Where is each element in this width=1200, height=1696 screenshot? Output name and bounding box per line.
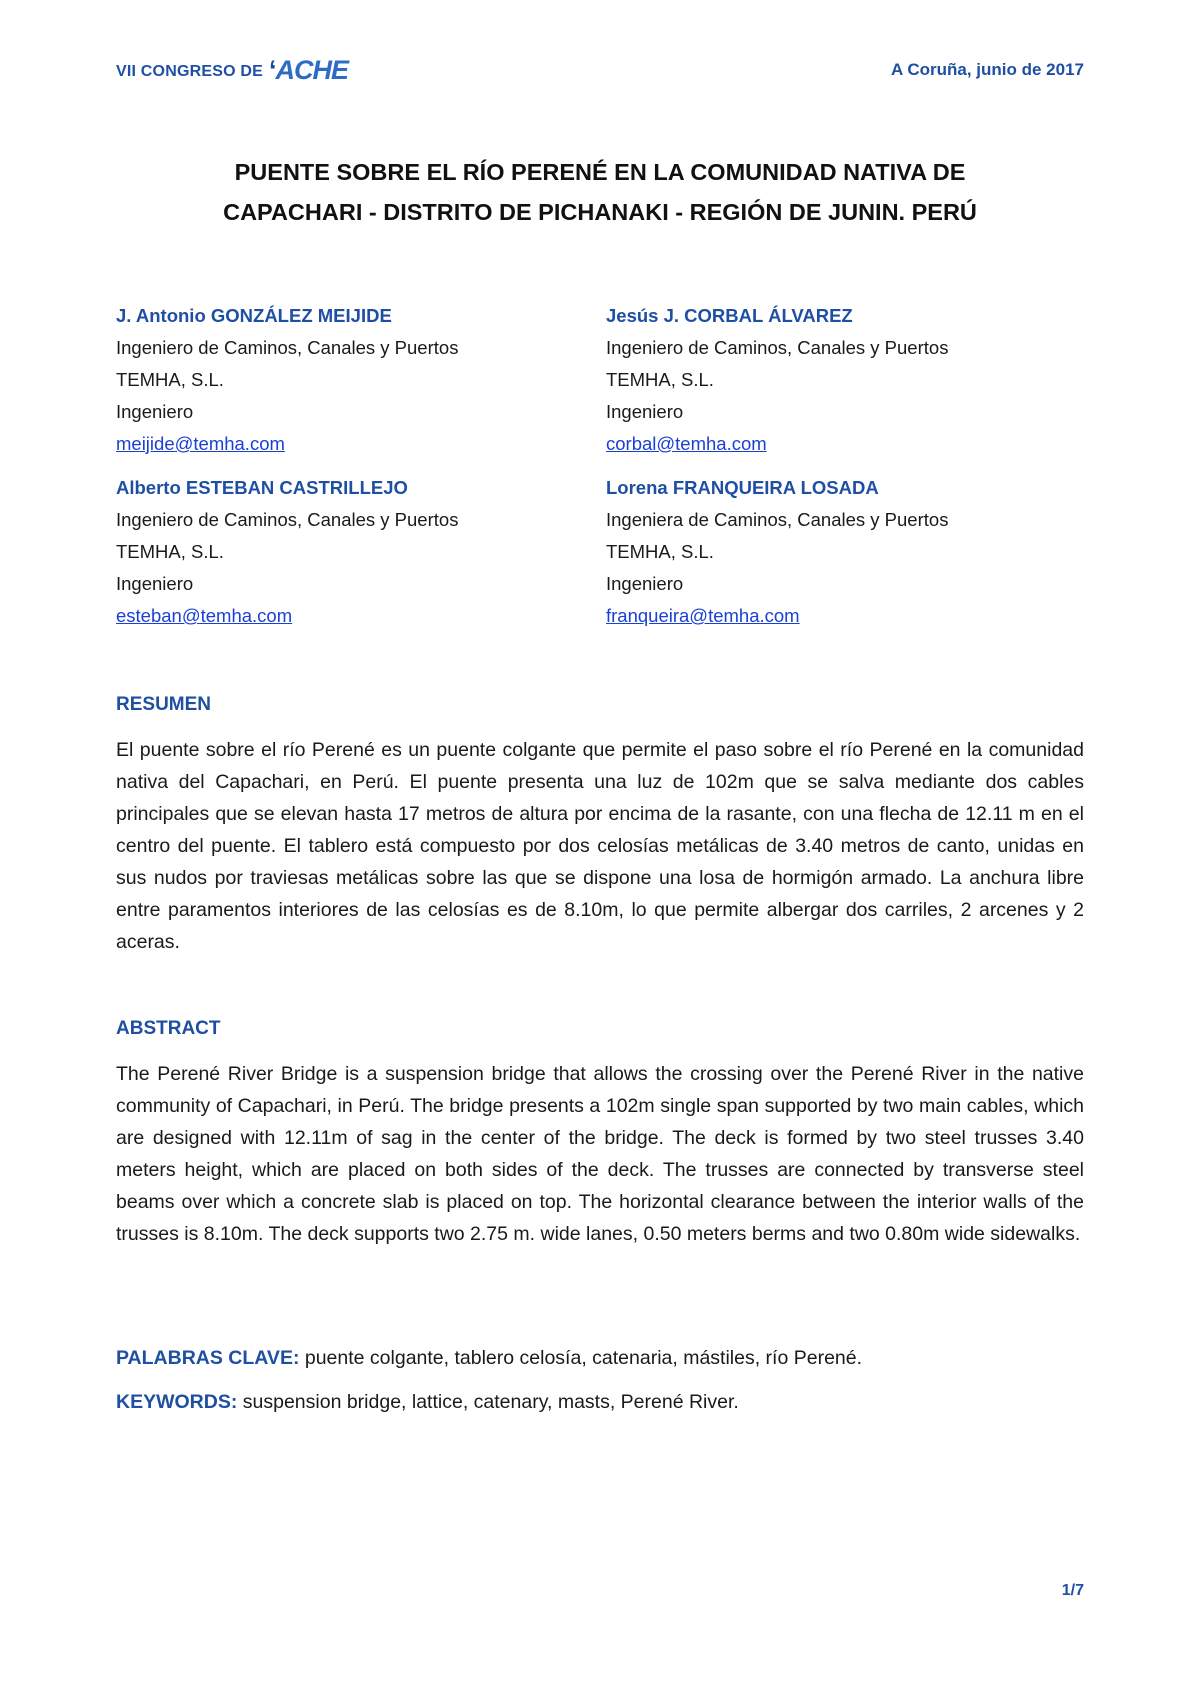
- author-block: [606, 300, 1046, 460]
- author-degree: Ingeniero de Caminos, Canales y Puertos: [116, 509, 459, 530]
- author-role: Ingeniero: [606, 401, 684, 422]
- abstract-heading: ABSTRACT: [116, 1018, 221, 1039]
- author-block: [116, 472, 556, 632]
- keywords-text: suspension bridge, lattice, catenary, masts, Perené River.: [237, 1391, 739, 1413]
- author-email-link[interactable]: meijide@temha.com: [116, 433, 285, 454]
- place-date: A Coruña, junio de 2017: [890, 60, 1084, 79]
- author-degree: Ingeniera de Caminos, Canales y Puertos: [606, 509, 949, 530]
- keywords-line: [116, 1386, 1084, 1418]
- paper-title: [130, 152, 1070, 232]
- resumen-heading: RESUMEN: [116, 694, 212, 715]
- author-name: J. Antonio GONZÁLEZ MEIJIDE: [116, 305, 392, 326]
- author-degree: Ingeniero de Caminos, Canales y Puertos: [606, 337, 949, 358]
- author-degree: Ingeniero de Caminos, Canales y Puertos: [116, 337, 459, 358]
- author-role: Ingeniero: [606, 573, 684, 594]
- author-company: TEMHA, S.L.: [116, 369, 224, 390]
- author-block: [116, 300, 556, 460]
- author-company: TEMHA, S.L.: [606, 369, 714, 390]
- author-name: Alberto ESTEBAN CASTRILLEJO: [116, 477, 408, 498]
- palabras-clave-line: [116, 1342, 1084, 1374]
- author-company: TEMHA, S.L.: [116, 541, 224, 562]
- author-name: Jesús J. CORBAL ÁLVAREZ: [606, 305, 853, 326]
- congress-label: VII CONGRESO DE: [116, 62, 264, 80]
- author-block: [606, 472, 1046, 632]
- author-name: Lorena FRANQUEIRA LOSADA: [606, 477, 879, 498]
- keywords-label: KEYWORDS:: [116, 1391, 238, 1413]
- title-line-2: CAPACHARI - DISTRITO DE PICHANAKI - REGIÓN DE JUNIN. PERÚ: [223, 199, 977, 225]
- congress-branding: [116, 55, 349, 85]
- palabras-clave-text: puente colgante, tablero celosía, catenaria, mástiles, río Perené.: [299, 1347, 863, 1369]
- author-role: Ingeniero: [116, 401, 194, 422]
- page-number: 1/7: [1061, 1582, 1084, 1599]
- author-company: TEMHA, S.L.: [606, 541, 714, 562]
- resumen-paragraph: El puente sobre el río Perené es un puente colgante que permite el paso sobre el río Perené en la comunidad nativa del Capachari, en Perú. El puente presenta una luz de 102m que se salva mediante dos cables principales que se elevan hasta 17 metros de altura por encima de la rasante, con una flecha de 12.11 m en el centro del puente. El tablero está compuesto por dos celosías metálicas de 3.40 metros de canto, unidas en sus nudos por traviesas metálicas sobre las que se dispone una losa de hormigón armado. La anchura libre entre paramentos interiores de las celosías es de 8.10m, lo que permite albergar dos carriles, 2 arcenes y 2 aceras.: [116, 739, 1084, 953]
- author-email-link[interactable]: franqueira@temha.com: [606, 605, 800, 626]
- ache-logo: ‘ACHE: [269, 55, 349, 85]
- abstract-paragraph: The Perené River Bridge is a suspension bridge that allows the crossing over the Perené River in the native community of Capachari, in Perú. The bridge presents a 102m single span supported by two main cables, which are designed with 12.11m of sag in the center of the bridge. The deck is formed by two steel trusses 3.40 meters height, which are placed on both sides of the deck. The trusses are connected by transverse steel beams over which a concrete slab is placed on top. The horizontal clearance between the interior walls of the trusses is 8.10m. The deck supports two 2.75 m. wide lanes, 0.50 meters berms and two 0.80m wide sidewalks.: [116, 1063, 1084, 1245]
- author-email-link[interactable]: esteban@temha.com: [116, 605, 293, 626]
- title-line-1: PUENTE SOBRE EL RÍO PERENÉ EN LA COMUNIDAD NATIVA DE: [234, 159, 966, 185]
- page-header: [116, 56, 1084, 86]
- palabras-clave-label: PALABRAS CLAVE:: [116, 1347, 300, 1369]
- ache-logo-text: ACHE: [275, 55, 349, 85]
- author-role: Ingeniero: [116, 573, 194, 594]
- author-email-link[interactable]: corbal@temha.com: [606, 433, 767, 454]
